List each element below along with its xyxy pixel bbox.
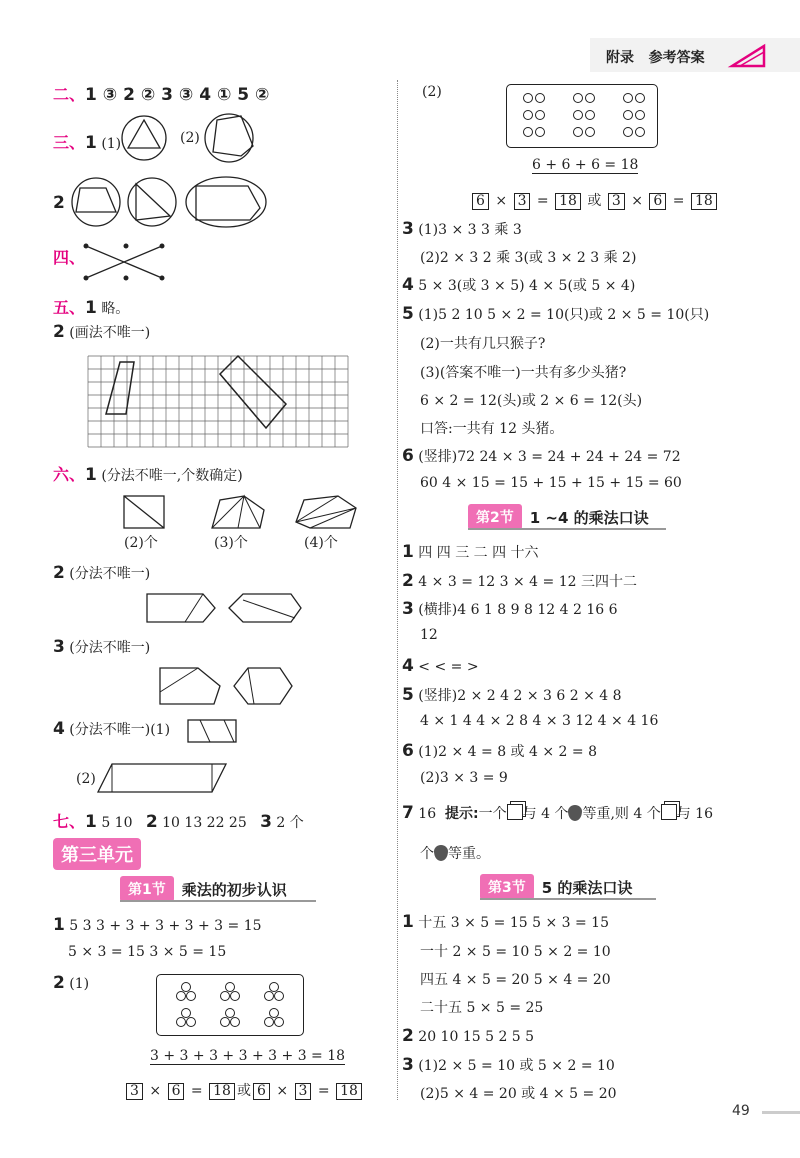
q-number: 1 (402, 912, 414, 932)
dot (524, 128, 533, 137)
q-number: 4 (402, 656, 414, 676)
answer-text: 5 3 3 + 3 + 3 + 3 + 3 = 15 (69, 918, 262, 934)
q-number: 2 (402, 1026, 414, 1046)
answer-text: (1)2 × 4 = 8 或 4 × 2 = 8 (418, 744, 597, 760)
r2-q7 (402, 803, 713, 823)
dot (221, 1018, 230, 1027)
count-caption: (2)个 (124, 535, 158, 551)
answer-text: (2)一共有几只猴子? (420, 336, 546, 352)
parallelogram-figure-2 (98, 762, 228, 796)
q2-drawing (53, 322, 150, 342)
answer-text: 4 × 1 4 4 × 2 8 4 × 3 12 4 × 4 16 (420, 713, 659, 729)
footer-line (762, 1111, 800, 1114)
part-label: (2) (76, 771, 96, 787)
r2-q2 (402, 571, 637, 591)
part-label: (2) (422, 84, 442, 100)
count-caption: (4)个 (304, 535, 338, 551)
divided-shapes-figure (120, 492, 370, 532)
section-title: 5 的乘法口诀 (541, 878, 633, 897)
r2-q5 (402, 685, 622, 705)
answer-box: 18 (691, 193, 717, 210)
answer-box: 18 (555, 193, 581, 210)
circle-pentagon-figure (203, 112, 255, 164)
answer-text: (画法不唯一) (69, 325, 151, 341)
q-number: 2 (402, 571, 414, 591)
grid-drawing (88, 356, 350, 448)
q-number: 2 (53, 973, 65, 993)
q-number: 5 (402, 304, 414, 324)
divided-shapes-3 (158, 664, 298, 706)
dot (574, 111, 583, 120)
r-q4 (402, 275, 635, 295)
dot (187, 1018, 196, 1027)
column-divider (397, 80, 398, 1100)
q-number: 1 (85, 133, 97, 153)
parallelogram-figure-1 (186, 718, 238, 746)
q-number: 1 (85, 812, 97, 832)
count-caption: (3)个 (214, 535, 248, 551)
answer-text: (3)(答案不唯一)一共有多少头猪? (420, 365, 627, 381)
answer-box: 18 (209, 1083, 235, 1100)
answer-text: 20 10 15 5 2 5 5 (418, 1029, 535, 1045)
dot (586, 128, 595, 137)
q-number: 2 (53, 322, 65, 342)
answer-text: (2)3 × 3 = 9 (420, 770, 508, 786)
section-tag: 第3节 (480, 874, 534, 900)
answer-box: 6 (168, 1083, 185, 1100)
dot (221, 992, 230, 1001)
circle-triangle-figure (120, 114, 170, 164)
dot (187, 992, 196, 1001)
answer-text: 2 个 (276, 815, 304, 831)
q-number: 3 (402, 599, 414, 619)
answer-text: 6 × 2 = 12(头)或 2 × 6 = 12(头) (420, 393, 643, 409)
q6-4 (53, 719, 170, 739)
answer-text: (竖排)2 × 2 4 2 × 3 6 2 × 4 8 (418, 688, 622, 704)
dot (182, 983, 191, 992)
answer-text: 5 10 (101, 815, 133, 831)
strawberry-icon (434, 845, 448, 861)
section-title: 1 ~4 的乘法口诀 (529, 508, 649, 527)
dot (574, 94, 583, 103)
q-number: 7 (402, 803, 414, 823)
section-tag: 第2节 (468, 504, 522, 530)
answer-text: 12 (420, 627, 438, 643)
dot (574, 128, 583, 137)
q-number: 2 (145, 812, 158, 832)
q-number: 3 (402, 1055, 414, 1075)
dot (270, 1009, 279, 1018)
section-title: 乘法的初步认识 (181, 880, 287, 899)
dot (636, 94, 645, 103)
answer-text: 十五 3 × 5 = 15 5 × 3 = 15 (418, 915, 609, 931)
answer-text: (横排)4 6 1 8 9 8 12 4 2 16 6 (418, 602, 618, 618)
answer-text: 16 (418, 806, 437, 822)
r2-q6 (402, 741, 597, 761)
ruler-icon (728, 40, 768, 70)
box-equation: 6 × 3 = 18 或 3 × 6 = 18 (470, 190, 719, 210)
r3-q3 (402, 1055, 615, 1075)
answer-text: 5 × 3 = 15 3 × 5 = 15 (68, 944, 227, 960)
q-number: 2 (53, 563, 65, 583)
answer-text: (分法不唯一) (69, 566, 151, 582)
dot (624, 128, 633, 137)
answer-box: 3 (295, 1083, 312, 1100)
r-q3 (402, 219, 522, 239)
or-text: 或 (236, 1083, 251, 1099)
dot (586, 111, 595, 120)
sum-equation: 3 + 3 + 3 + 3 + 3 + 3 = 18 (150, 1048, 346, 1064)
answer-text: (2)5 × 4 = 20 或 4 × 5 = 20 (420, 1086, 617, 1102)
part-label: (1) (69, 976, 90, 992)
sec-label: 四、 (53, 248, 86, 267)
q6-3 (53, 637, 150, 657)
dot (536, 94, 545, 103)
sec-label: 三、 (53, 133, 86, 152)
answer-text: (2)2 × 3 2 乘 3(或 3 × 2 3 乘 2) (420, 250, 637, 266)
answer-text: 5 × 3(或 3 × 5) 4 × 5(或 5 × 4) (418, 278, 636, 294)
section-header-1 (120, 876, 316, 902)
answer-box: 18 (336, 1083, 362, 1100)
header-title (606, 47, 705, 67)
answer-text: 略。 (101, 301, 130, 317)
dot (265, 1018, 274, 1027)
answer-text: 等重。 (448, 846, 490, 862)
strawberry-icon (568, 805, 582, 821)
answer-text: 1 ③ 2 ② 3 ③ 4 ① 5 ② (85, 85, 270, 105)
divided-shapes-2 (145, 590, 305, 626)
section-tag: 第1节 (120, 876, 174, 902)
answer-box: 6 (649, 193, 666, 210)
dot (265, 992, 274, 1001)
dot (182, 1009, 191, 1018)
answer-text: 一个 (478, 806, 507, 822)
r2-q4 (402, 656, 479, 676)
answer-text: 10 13 22 25 (162, 815, 247, 831)
q1-block (53, 915, 262, 935)
q-number: 3 (53, 637, 65, 657)
answer-text: (分法不唯一,个数确定) (101, 468, 243, 484)
box-equation: 3 × 6 = 18 或 6 × 3 = 18 (124, 1080, 364, 1100)
answer-box: 3 (126, 1083, 143, 1100)
matching-lines (80, 240, 170, 285)
sec-three (53, 130, 121, 153)
cube-icon (661, 804, 677, 820)
part-label: (2) (180, 130, 200, 146)
answer-text: 60 4 × 15 = 15 + 15 + 15 + 15 = 60 (420, 475, 682, 491)
dot (226, 983, 235, 992)
answer-text: 一十 2 × 5 = 10 5 × 2 = 10 (420, 944, 611, 960)
q-number: 4 (53, 719, 65, 739)
answer-text: (1)5 2 10 5 × 2 = 10(只)或 2 × 5 = 10(只) (418, 307, 710, 323)
q-number: 3 (260, 812, 272, 832)
r3-q1 (402, 912, 609, 932)
answer-text: 等重,则 4 个 (582, 806, 661, 822)
answer-text: < < = > (418, 659, 479, 675)
header-answers: 参考答案 (648, 50, 705, 66)
answer-text: 二十五 5 × 5 = 25 (420, 1000, 544, 1016)
sec-seven (53, 809, 304, 832)
answer-text: 4 × 3 = 12 3 × 4 = 12 三四十二 (418, 574, 637, 590)
r3-q2 (402, 1026, 534, 1046)
dot (536, 111, 545, 120)
r-q5 (402, 304, 709, 324)
dot (177, 1018, 186, 1027)
answer-text: 四五 4 × 5 = 20 5 × 4 = 20 (420, 972, 611, 988)
answer-text: (1)3 × 3 3 乘 3 (418, 222, 522, 238)
dot (270, 983, 279, 992)
unit-banner: 第三单元 (53, 838, 141, 870)
dot (524, 111, 533, 120)
dot (624, 94, 633, 103)
part-label: (1) (101, 136, 122, 152)
dot (536, 128, 545, 137)
cube-icon (507, 804, 523, 820)
sec-label: 七、 (53, 812, 86, 831)
q-number: 6 (402, 741, 414, 761)
q-number: 1 (85, 465, 97, 485)
sum-equation: 6 + 6 + 6 = 18 (532, 157, 639, 173)
section-header-2 (468, 504, 666, 530)
dot (636, 111, 645, 120)
sec-label: 五、 (53, 298, 86, 317)
r2-q3 (402, 599, 618, 619)
q2-block (53, 973, 89, 993)
q-number: 3 (402, 219, 414, 239)
answer-text: 口答:一共有 12 头猪。 (420, 421, 564, 437)
answer-text: (1)2 × 5 = 10 或 5 × 2 = 10 (418, 1058, 615, 1074)
answer-text: (竖排)72 24 × 3 = 24 + 24 + 24 = 72 (418, 449, 681, 465)
dot (275, 1018, 284, 1027)
r2-q1 (402, 542, 539, 562)
answer-box: 6 (472, 193, 489, 210)
answer-text: 与 16 (676, 806, 713, 822)
sec-five (53, 295, 129, 318)
dot (275, 992, 284, 1001)
dot (231, 992, 240, 1001)
sec-six (53, 462, 243, 485)
dot (177, 992, 186, 1001)
q-number: 1 (85, 298, 97, 318)
or-text: 或 (587, 193, 602, 209)
section-header-3 (480, 874, 656, 900)
q-number: 6 (402, 446, 414, 466)
dot-array (506, 84, 656, 146)
dot (636, 128, 645, 137)
answer-text: 四 四 三 二 四 十六 (418, 545, 539, 561)
answer-box: 6 (253, 1083, 270, 1100)
hint-label: 提示: (445, 806, 479, 822)
q-number: 1 (53, 915, 65, 935)
q-number: 5 (402, 685, 414, 705)
answer-box: 3 (514, 193, 531, 210)
q-number: 4 (402, 275, 414, 295)
answer-box: 3 (608, 193, 625, 210)
dot (231, 1018, 240, 1027)
answer-text: 与 4 个 (522, 806, 569, 822)
sec-label: 六、 (53, 465, 86, 484)
dot (524, 94, 533, 103)
answer-text: (分法不唯一) (69, 640, 151, 656)
dot (586, 94, 595, 103)
answer-text: (分法不唯一)(1) (69, 722, 171, 738)
q6-2 (53, 563, 150, 583)
sec-label: 二、 (53, 85, 86, 104)
circle-shapes-figure (70, 176, 270, 228)
q-number: 2 (53, 193, 65, 213)
dot (226, 1009, 235, 1018)
sec-two (53, 82, 269, 105)
q-number: 1 (402, 542, 414, 562)
dot-groups (156, 974, 302, 1034)
page-number: 49 (732, 1103, 750, 1119)
r-q6 (402, 446, 681, 466)
header-appendix: 附录 (606, 50, 634, 66)
answer-text: 个 (420, 846, 434, 862)
r2-q7-line2 (420, 843, 490, 863)
dot (624, 111, 633, 120)
